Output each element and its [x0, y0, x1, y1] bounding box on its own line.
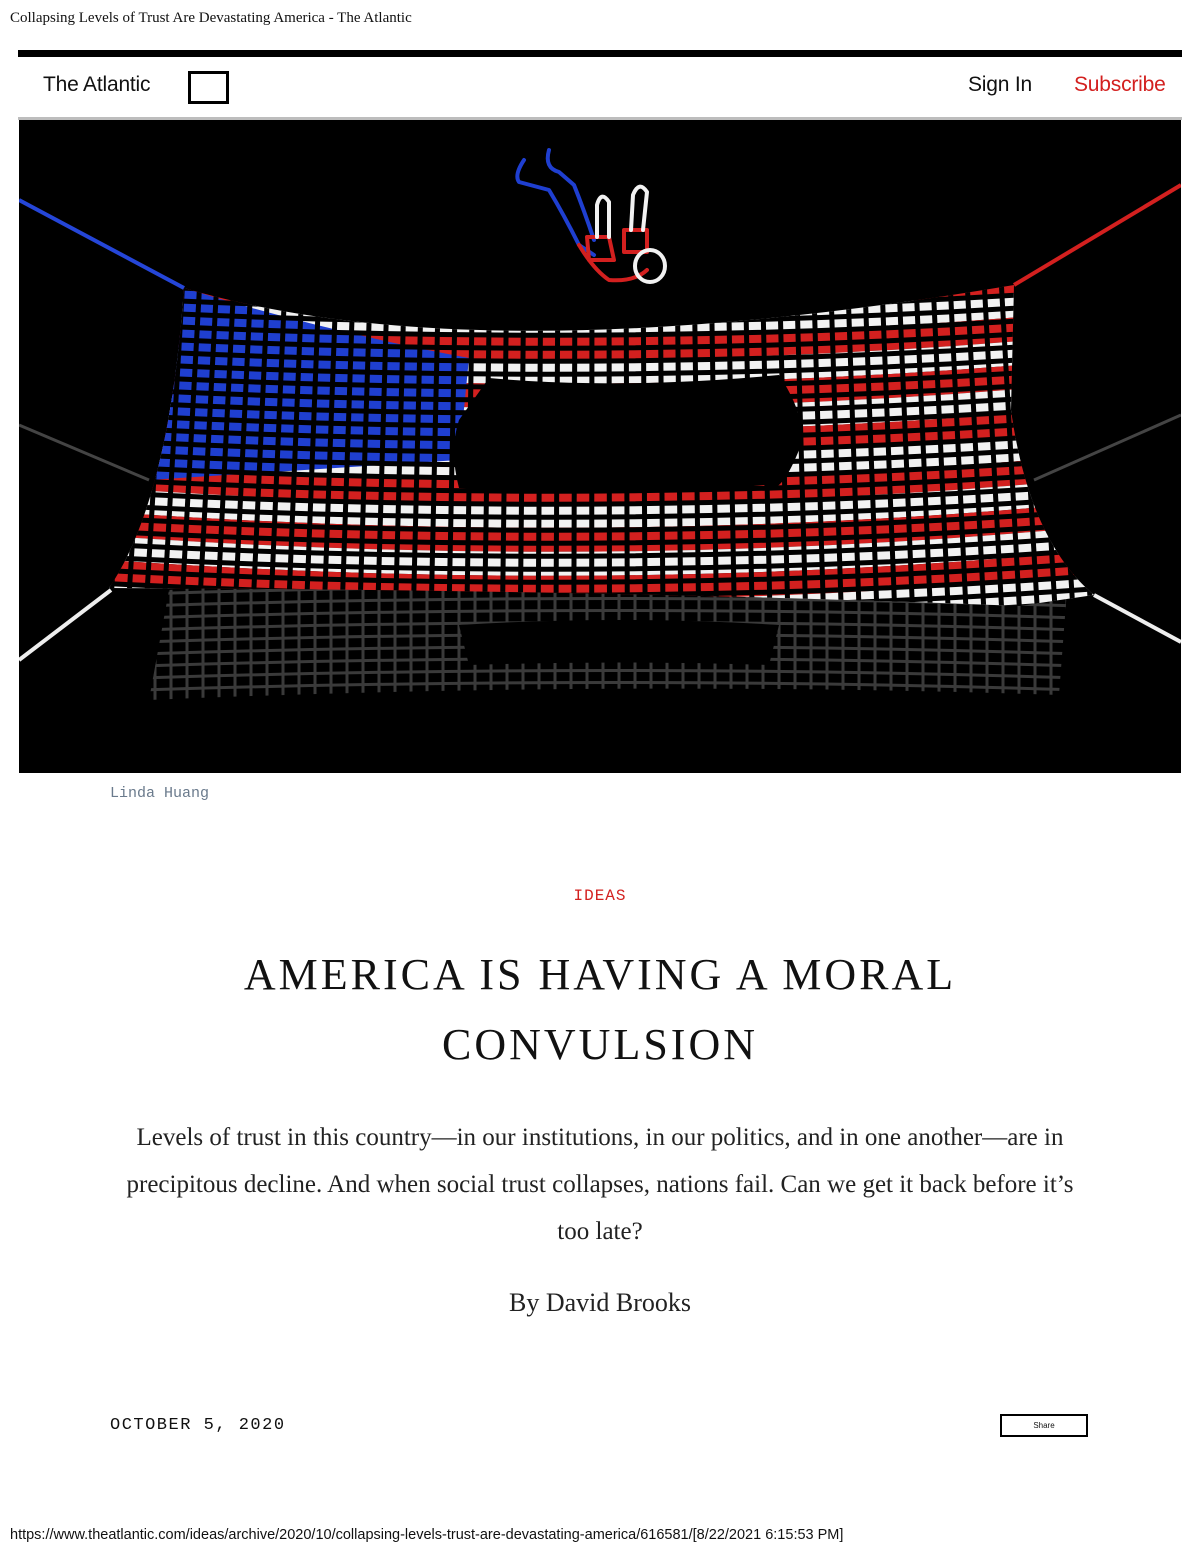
net-rope-left-top	[19, 200, 184, 288]
top-rule	[18, 50, 1182, 57]
falling-figure	[517, 150, 665, 282]
net-rope-left-bottom	[19, 590, 111, 660]
article-headline: AMERICA IS HAVING A MORAL CONVULSION	[243, 950, 957, 1069]
net-rope-left-mid	[19, 425, 149, 480]
publish-date: OCTOBER 5, 2020	[110, 1416, 286, 1435]
menu-icon[interactable]	[188, 71, 229, 104]
share-button[interactable]: Share	[1000, 1414, 1088, 1437]
net-rope-right-bottom	[1094, 595, 1181, 642]
section-kicker-link[interactable]: IDEAS	[573, 887, 627, 905]
print-footer-url: https://www.theatlantic.com/ideas/archive/2020/10/collapsing-levels-trust-are-devastating-america/616581/[8/22/2021 6:15:53 PM]	[10, 1527, 844, 1543]
subscribe-link[interactable]: Subscribe	[1074, 73, 1166, 96]
article-dek: Levels of trust in this country—in our institutions, in our politics, and in one another—are in precipitous decline. And when social trust collapses, nations fail. Can we get it back before it’s too late?	[126, 1124, 1074, 1245]
brand-logo-link[interactable]: The Atlantic	[43, 73, 151, 96]
article-byline: By David Brooks	[509, 1288, 691, 1317]
hero-svg	[19, 120, 1181, 773]
flag-net	[74, 260, 1127, 624]
image-credit: Linda Huang	[110, 785, 210, 802]
net-rope-right-top	[1014, 185, 1181, 285]
site-nav	[18, 57, 1182, 119]
hero-illustration	[19, 120, 1181, 773]
sign-in-link[interactable]: Sign In	[968, 73, 1032, 96]
net-rope-right-mid	[1034, 415, 1181, 480]
print-header-title: Collapsing Levels of Trust Are Devastating America - The Atlantic	[10, 10, 412, 26]
net-hole	[454, 375, 802, 493]
